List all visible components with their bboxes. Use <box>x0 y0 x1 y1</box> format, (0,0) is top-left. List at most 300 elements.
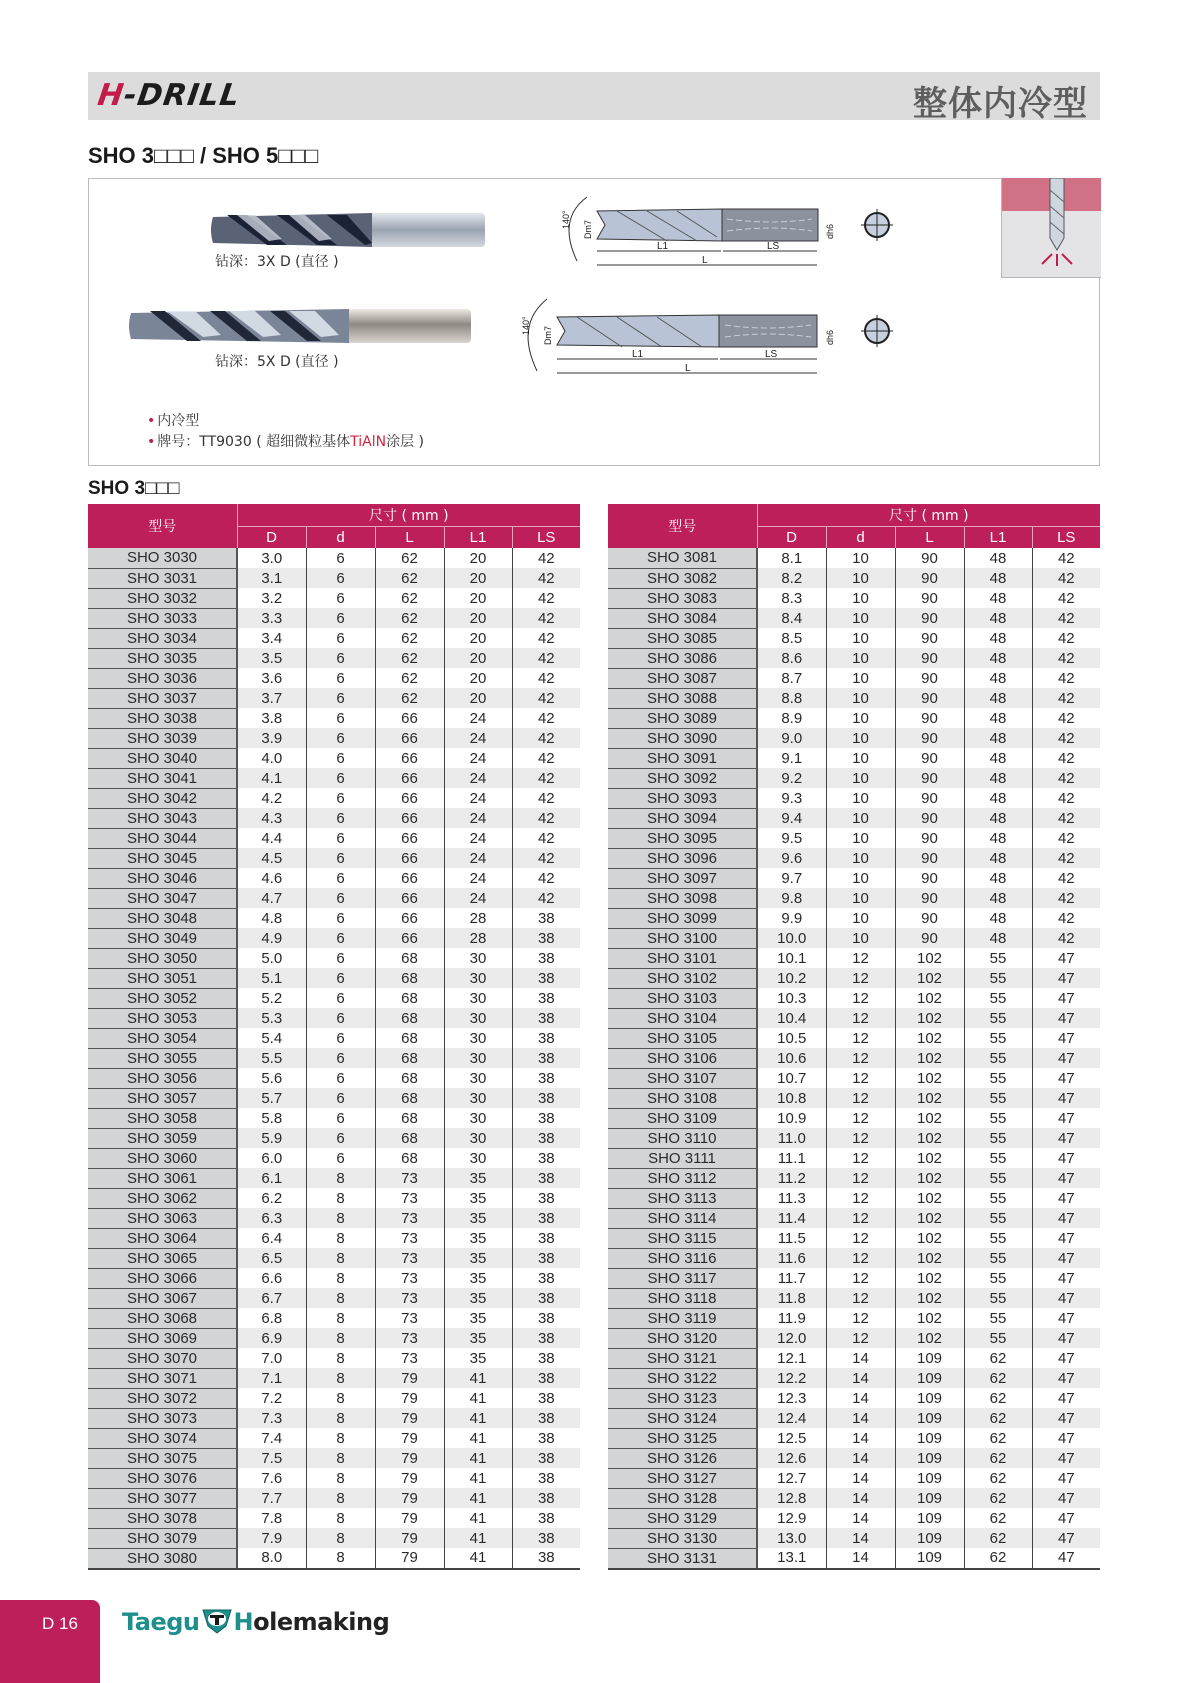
dimension-cell-L1: 41 <box>444 1528 512 1548</box>
dimension-cell-LS: 38 <box>512 1428 580 1448</box>
table-row <box>608 1068 1100 1088</box>
model-cell: SHO 3064 <box>88 1228 237 1248</box>
h-drill-logo <box>96 78 243 113</box>
dimension-cell-d: 10 <box>826 828 895 848</box>
dimension-cell-L: 102 <box>895 1068 964 1088</box>
table-row <box>608 608 1100 628</box>
model-cell: SHO 3054 <box>88 1028 237 1048</box>
header-title: 整体内冷型 <box>913 84 1088 124</box>
dimension-cell-L: 68 <box>375 1008 444 1028</box>
dimension-cell-LS: 42 <box>1032 748 1100 768</box>
dimension-cell-LS: 47 <box>1032 1168 1100 1188</box>
dimension-cell-L1: 55 <box>964 1328 1032 1348</box>
dimension-cell-L1: 62 <box>964 1368 1032 1388</box>
flute-length-label: L1 <box>657 241 669 252</box>
model-cell: SHO 3076 <box>88 1468 237 1488</box>
dimension-cell-d: 6 <box>306 748 375 768</box>
dimension-cell-LS: 38 <box>512 948 580 968</box>
dimension-cell-L: 62 <box>375 568 444 588</box>
dimension-cell-d: 8 <box>306 1248 375 1268</box>
dimension-cell-LS: 42 <box>1032 668 1100 688</box>
dimension-cell-d: 8 <box>306 1488 375 1508</box>
dimension-cell-D: 10.9 <box>757 1108 826 1128</box>
dimension-cell-D: 5.2 <box>237 988 306 1008</box>
dimension-cell-L1: 48 <box>964 888 1032 908</box>
dimension-cell-d: 14 <box>826 1488 895 1508</box>
model-cell: SHO 3110 <box>608 1128 757 1148</box>
dimension-cell-d: 12 <box>826 1228 895 1248</box>
dimension-cell-d: 12 <box>826 1288 895 1308</box>
page-number-tab <box>0 1600 100 1683</box>
dimension-cell-d: 8 <box>306 1208 375 1228</box>
dimension-cell-D: 6.8 <box>237 1308 306 1328</box>
column-header-LS: LS <box>512 526 580 548</box>
dimension-cell-L: 66 <box>375 908 444 928</box>
dimension-cell-L: 90 <box>895 908 964 928</box>
table-row <box>88 768 580 788</box>
dimension-cell-d: 12 <box>826 1308 895 1328</box>
dimension-cell-d: 12 <box>826 1068 895 1088</box>
dimension-cell-L1: 41 <box>444 1428 512 1448</box>
dimension-cell-D: 6.5 <box>237 1248 306 1268</box>
table-row <box>608 888 1100 908</box>
drill-3xd-photo <box>207 207 487 253</box>
model-cell: SHO 3106 <box>608 1048 757 1068</box>
table-row <box>608 828 1100 848</box>
dimension-cell-LS: 47 <box>1032 968 1100 988</box>
dimension-cell-LS: 38 <box>512 1008 580 1028</box>
dimension-cell-d: 8 <box>306 1448 375 1468</box>
model-cell: SHO 3036 <box>88 668 237 688</box>
dimension-cell-d: 12 <box>826 1128 895 1148</box>
dimension-cell-LS: 47 <box>1032 1148 1100 1168</box>
dimension-cell-D: 7.5 <box>237 1448 306 1468</box>
dimension-cell-L1: 35 <box>444 1268 512 1288</box>
dimension-cell-D: 8.2 <box>757 568 826 588</box>
bullet-grade: • 牌号：TT9030 ( 超细微粒基体TiAlN涂层 ) <box>147 434 424 450</box>
dimension-cell-L: 109 <box>895 1428 964 1448</box>
table-row <box>608 1088 1100 1108</box>
model-cell: SHO 3083 <box>608 588 757 608</box>
dimension-cell-LS: 47 <box>1032 988 1100 1008</box>
dimension-cell-D: 7.0 <box>237 1348 306 1368</box>
table-row <box>88 1188 580 1208</box>
dimension-cell-L1: 41 <box>444 1488 512 1508</box>
dimension-cell-L: 73 <box>375 1348 444 1368</box>
model-cell: SHO 3033 <box>88 608 237 628</box>
column-header-L: L <box>895 526 964 548</box>
dimension-cell-L1: 55 <box>964 1288 1032 1308</box>
bullet-coolant: • 内冷型 <box>147 413 200 429</box>
model-cell: SHO 3043 <box>88 808 237 828</box>
dimension-cell-d: 12 <box>826 1248 895 1268</box>
dimension-cell-LS: 42 <box>1032 548 1100 568</box>
dimension-cell-d: 8 <box>306 1308 375 1328</box>
dimension-cell-LS: 47 <box>1032 1068 1100 1088</box>
model-cell: SHO 3057 <box>88 1088 237 1108</box>
dimension-cell-L1: 48 <box>964 828 1032 848</box>
dimension-cell-LS: 38 <box>512 908 580 928</box>
dimension-cell-L1: 55 <box>964 1028 1032 1048</box>
dimension-cell-L: 102 <box>895 948 964 968</box>
table-row <box>608 648 1100 668</box>
dimension-cell-L1: 20 <box>444 668 512 688</box>
dimension-cell-L1: 20 <box>444 568 512 588</box>
dimension-cell-L: 90 <box>895 648 964 668</box>
column-header-D: D <box>757 526 826 548</box>
dimension-cell-L: 90 <box>895 708 964 728</box>
table-row <box>88 1128 580 1148</box>
shank-length-label: LS <box>767 241 780 252</box>
dimension-cell-D: 7.7 <box>237 1488 306 1508</box>
table-row <box>88 1548 580 1569</box>
dimension-cell-D: 6.0 <box>237 1148 306 1168</box>
model-cell: SHO 3062 <box>88 1188 237 1208</box>
table-row <box>608 1528 1100 1548</box>
header-bar <box>88 72 1100 124</box>
dimension-cell-D: 3.9 <box>237 728 306 748</box>
table-row <box>88 908 580 928</box>
dimension-cell-d: 8 <box>306 1268 375 1288</box>
dimension-cell-LS: 42 <box>1032 688 1100 708</box>
dimension-cell-d: 12 <box>826 988 895 1008</box>
dimension-cell-d: 6 <box>306 768 375 788</box>
model-cell: SHO 3099 <box>608 908 757 928</box>
dimension-cell-L: 79 <box>375 1408 444 1428</box>
drill-3xd-caption: 钻深：3X D (直径 ) <box>215 254 339 270</box>
table-row <box>88 728 580 748</box>
dimension-cell-L1: 62 <box>964 1348 1032 1368</box>
model-cell: SHO 3037 <box>88 688 237 708</box>
dimension-cell-D: 4.4 <box>237 828 306 848</box>
dimension-cell-L: 66 <box>375 808 444 828</box>
dimension-cell-L1: 62 <box>964 1468 1032 1488</box>
table-row <box>608 1428 1100 1448</box>
dimension-cell-LS: 47 <box>1032 1048 1100 1068</box>
model-cell: SHO 3041 <box>88 768 237 788</box>
dimension-cell-L: 90 <box>895 888 964 908</box>
dimension-cell-D: 12.4 <box>757 1408 826 1428</box>
model-cell: SHO 3069 <box>88 1328 237 1348</box>
dimension-cell-d: 6 <box>306 608 375 628</box>
model-cell: SHO 3059 <box>88 1128 237 1148</box>
dimension-cell-L: 68 <box>375 988 444 1008</box>
dimension-cell-d: 8 <box>306 1428 375 1448</box>
dimension-cell-D: 11.1 <box>757 1148 826 1168</box>
table-row <box>88 1368 580 1388</box>
table-row <box>88 568 580 588</box>
dimension-cell-d: 6 <box>306 688 375 708</box>
dimension-cell-L1: 55 <box>964 1308 1032 1328</box>
table-row <box>88 1168 580 1188</box>
dimension-cell-LS: 42 <box>512 888 580 908</box>
dimension-cell-d: 14 <box>826 1528 895 1548</box>
model-cell: SHO 3052 <box>88 988 237 1008</box>
dimension-cell-d: 6 <box>306 1088 375 1108</box>
dimension-cell-D: 6.9 <box>237 1328 306 1348</box>
dimension-cell-LS: 38 <box>512 1368 580 1388</box>
dimension-cell-D: 11.5 <box>757 1228 826 1248</box>
overall-length-label: L <box>702 255 708 266</box>
table-row <box>88 788 580 808</box>
dimension-cell-D: 9.6 <box>757 848 826 868</box>
model-cell: SHO 3082 <box>608 568 757 588</box>
table-row <box>88 1468 580 1488</box>
dimension-cell-D: 7.2 <box>237 1388 306 1408</box>
dimension-cell-D: 8.1 <box>757 548 826 568</box>
dimension-cell-d: 6 <box>306 848 375 868</box>
dimension-cell-d: 6 <box>306 868 375 888</box>
dimension-cell-L: 90 <box>895 868 964 888</box>
dimension-cell-D: 12.6 <box>757 1448 826 1468</box>
dimension-cell-LS: 42 <box>1032 568 1100 588</box>
dimension-cell-L1: 41 <box>444 1448 512 1468</box>
column-header-L1: L1 <box>964 526 1032 548</box>
dimension-cell-D: 10.1 <box>757 948 826 968</box>
table-row <box>88 968 580 988</box>
dimension-cell-L1: 24 <box>444 828 512 848</box>
dimension-cell-L: 79 <box>375 1488 444 1508</box>
dimension-cell-L: 66 <box>375 708 444 728</box>
model-cell: SHO 3084 <box>608 608 757 628</box>
dimension-cell-L1: 30 <box>444 948 512 968</box>
table-title: SHO 3□□□ <box>88 478 180 499</box>
table-row <box>608 1268 1100 1288</box>
dimension-cell-L1: 35 <box>444 1188 512 1208</box>
dimension-cell-D: 11.3 <box>757 1188 826 1208</box>
dimension-cell-D: 12.0 <box>757 1328 826 1348</box>
dimension-cell-d: 10 <box>826 548 895 568</box>
dimension-cell-d: 6 <box>306 648 375 668</box>
dimension-cell-LS: 47 <box>1032 1028 1100 1048</box>
table-row <box>608 1288 1100 1308</box>
dimension-cell-D: 9.4 <box>757 808 826 828</box>
dimension-cell-L1: 20 <box>444 628 512 648</box>
dimension-cell-L: 79 <box>375 1508 444 1528</box>
dimension-cell-L1: 24 <box>444 848 512 868</box>
diameter-label: Dm7 <box>543 325 553 345</box>
model-cell: SHO 3090 <box>608 728 757 748</box>
model-cell: SHO 3058 <box>88 1108 237 1128</box>
dimension-cell-D: 4.5 <box>237 848 306 868</box>
dimension-cell-D: 6.4 <box>237 1228 306 1248</box>
dimension-cell-L1: 62 <box>964 1428 1032 1448</box>
model-cell: SHO 3105 <box>608 1028 757 1048</box>
model-cell: SHO 3097 <box>608 868 757 888</box>
page-number: D 16 <box>42 1614 78 1633</box>
model-cell: SHO 3095 <box>608 828 757 848</box>
model-cell: SHO 3045 <box>88 848 237 868</box>
taegutec-shield-icon <box>202 1608 232 1634</box>
dimension-cell-L1: 30 <box>444 988 512 1008</box>
dimension-cell-D: 4.8 <box>237 908 306 928</box>
dimension-cell-L: 102 <box>895 1088 964 1108</box>
dimension-cell-L1: 48 <box>964 708 1032 728</box>
bullet-text: 牌号：TT9030 ( 超细微粒基体 <box>157 434 351 450</box>
dimension-cell-L: 62 <box>375 628 444 648</box>
dimension-cell-L1: 48 <box>964 928 1032 948</box>
dimension-cell-L: 79 <box>375 1468 444 1488</box>
dimension-cell-L1: 48 <box>964 908 1032 928</box>
dimension-cell-D: 11.6 <box>757 1248 826 1268</box>
dimension-cell-d: 6 <box>306 828 375 848</box>
dimension-cell-L: 109 <box>895 1528 964 1548</box>
table-row <box>608 928 1100 948</box>
dimension-cell-D: 13.0 <box>757 1528 826 1548</box>
dimension-cell-L: 102 <box>895 968 964 988</box>
dimension-cell-L: 68 <box>375 948 444 968</box>
dimension-cell-L1: 24 <box>444 888 512 908</box>
dimension-cell-L1: 55 <box>964 1088 1032 1108</box>
dimension-cell-LS: 38 <box>512 1508 580 1528</box>
dimension-cell-d: 10 <box>826 868 895 888</box>
dimension-cell-L: 109 <box>895 1348 964 1368</box>
table-row <box>608 808 1100 828</box>
model-cell: SHO 3050 <box>88 948 237 968</box>
dimension-cell-D: 12.9 <box>757 1508 826 1528</box>
dimension-cell-D: 11.9 <box>757 1308 826 1328</box>
dimension-cell-L1: 24 <box>444 768 512 788</box>
model-cell: SHO 3080 <box>88 1548 237 1569</box>
dimension-cell-LS: 42 <box>1032 628 1100 648</box>
dimension-cell-D: 10.4 <box>757 1008 826 1028</box>
table-row <box>88 1428 580 1448</box>
dimension-cell-L: 102 <box>895 1208 964 1228</box>
dimension-cell-D: 9.7 <box>757 868 826 888</box>
dimension-cell-L1: 28 <box>444 908 512 928</box>
dimension-cell-D: 8.9 <box>757 708 826 728</box>
drill-5xd-photo <box>125 303 473 349</box>
dimension-cell-D: 6.2 <box>237 1188 306 1208</box>
dimension-cell-D: 7.8 <box>237 1508 306 1528</box>
model-cell: SHO 3102 <box>608 968 757 988</box>
dimension-cell-L1: 35 <box>444 1348 512 1368</box>
dimension-cell-L: 62 <box>375 608 444 628</box>
dimension-cell-d: 6 <box>306 728 375 748</box>
dimension-cell-LS: 47 <box>1032 1508 1100 1528</box>
dimension-cell-L: 68 <box>375 1128 444 1148</box>
dimension-cell-d: 10 <box>826 588 895 608</box>
dimension-cell-L: 68 <box>375 1148 444 1168</box>
dimension-cell-L: 90 <box>895 808 964 828</box>
dimension-cell-LS: 42 <box>512 788 580 808</box>
dimension-cell-L: 68 <box>375 1088 444 1108</box>
dimension-cell-d: 12 <box>826 948 895 968</box>
dimension-cell-d: 14 <box>826 1468 895 1488</box>
model-cell: SHO 3055 <box>88 1048 237 1068</box>
table-row <box>608 1248 1100 1268</box>
dimension-cell-D: 10.5 <box>757 1028 826 1048</box>
dimension-cell-L1: 55 <box>964 968 1032 988</box>
dimension-cell-L1: 30 <box>444 1068 512 1088</box>
dimension-cell-L1: 62 <box>964 1528 1032 1548</box>
dimension-cell-D: 13.1 <box>757 1548 826 1569</box>
dimension-cell-L: 62 <box>375 688 444 708</box>
table-row <box>608 708 1100 728</box>
model-cell: SHO 3121 <box>608 1348 757 1368</box>
table-row <box>88 588 580 608</box>
dimension-cell-L: 73 <box>375 1308 444 1328</box>
dimension-cell-d: 14 <box>826 1368 895 1388</box>
dimension-cell-d: 8 <box>306 1228 375 1248</box>
dimension-cell-L1: 30 <box>444 1048 512 1068</box>
table-row <box>88 1108 580 1128</box>
dimension-cell-D: 12.7 <box>757 1468 826 1488</box>
dimension-cell-L1: 30 <box>444 1128 512 1148</box>
dimension-cell-d: 10 <box>826 648 895 668</box>
dimension-cell-D: 9.8 <box>757 888 826 908</box>
model-cell: SHO 3038 <box>88 708 237 728</box>
model-cell: SHO 3113 <box>608 1188 757 1208</box>
dimension-cell-L1: 62 <box>964 1448 1032 1468</box>
dimension-cell-LS: 42 <box>1032 828 1100 848</box>
spec-table-right <box>608 504 1100 1570</box>
model-cell: SHO 3047 <box>88 888 237 908</box>
dimension-cell-d: 12 <box>826 1048 895 1068</box>
diameter-label: Dm7 <box>583 219 593 239</box>
dimension-cell-LS: 47 <box>1032 1308 1100 1328</box>
dimension-cell-LS: 38 <box>512 968 580 988</box>
dimension-cell-D: 8.3 <box>757 588 826 608</box>
dimension-cell-L: 90 <box>895 768 964 788</box>
dimension-cell-D: 10.6 <box>757 1048 826 1068</box>
model-cell: SHO 3101 <box>608 948 757 968</box>
table-row <box>88 708 580 728</box>
column-header-model: 型号 <box>88 504 237 548</box>
dimension-cell-LS: 38 <box>512 1408 580 1428</box>
dimension-cell-L1: 55 <box>964 1268 1032 1288</box>
table-row <box>88 828 580 848</box>
dimension-cell-L1: 48 <box>964 668 1032 688</box>
dimension-cell-LS: 47 <box>1032 1228 1100 1248</box>
dimension-cell-L: 90 <box>895 608 964 628</box>
dimension-cell-D: 6.3 <box>237 1208 306 1228</box>
dimension-cell-D: 3.4 <box>237 628 306 648</box>
model-cell: SHO 3044 <box>88 828 237 848</box>
dimension-cell-LS: 42 <box>1032 848 1100 868</box>
dimension-cell-LS: 42 <box>512 548 580 568</box>
model-cell: SHO 3046 <box>88 868 237 888</box>
dimension-cell-LS: 47 <box>1032 1388 1100 1408</box>
dimension-cell-d: 8 <box>306 1388 375 1408</box>
dimension-cell-d: 6 <box>306 968 375 988</box>
dimension-cell-L: 102 <box>895 1188 964 1208</box>
model-cell: SHO 3030 <box>88 548 237 568</box>
model-cell: SHO 3096 <box>608 848 757 868</box>
dimension-cell-D: 3.2 <box>237 588 306 608</box>
dimension-cell-L1: 30 <box>444 1148 512 1168</box>
dimension-cell-d: 6 <box>306 668 375 688</box>
model-cell: SHO 3075 <box>88 1448 237 1468</box>
dimension-cell-L: 102 <box>895 1328 964 1348</box>
table-row <box>88 1008 580 1028</box>
dimension-cell-L1: 35 <box>444 1328 512 1348</box>
dimension-cell-L: 102 <box>895 1308 964 1328</box>
dimension-cell-d: 6 <box>306 628 375 648</box>
column-group-dimensions: 尺寸 ( mm ) <box>237 504 580 526</box>
table-row <box>88 1388 580 1408</box>
model-cell: SHO 3130 <box>608 1528 757 1548</box>
table-row <box>88 1448 580 1468</box>
dimension-cell-d: 10 <box>826 928 895 948</box>
table-row <box>608 1148 1100 1168</box>
dimension-cell-L1: 35 <box>444 1248 512 1268</box>
dimension-cell-L: 109 <box>895 1548 964 1569</box>
dimension-cell-LS: 38 <box>512 1548 580 1569</box>
model-cell: SHO 3078 <box>88 1508 237 1528</box>
dimension-cell-D: 5.7 <box>237 1088 306 1108</box>
dimension-cell-d: 12 <box>826 968 895 988</box>
